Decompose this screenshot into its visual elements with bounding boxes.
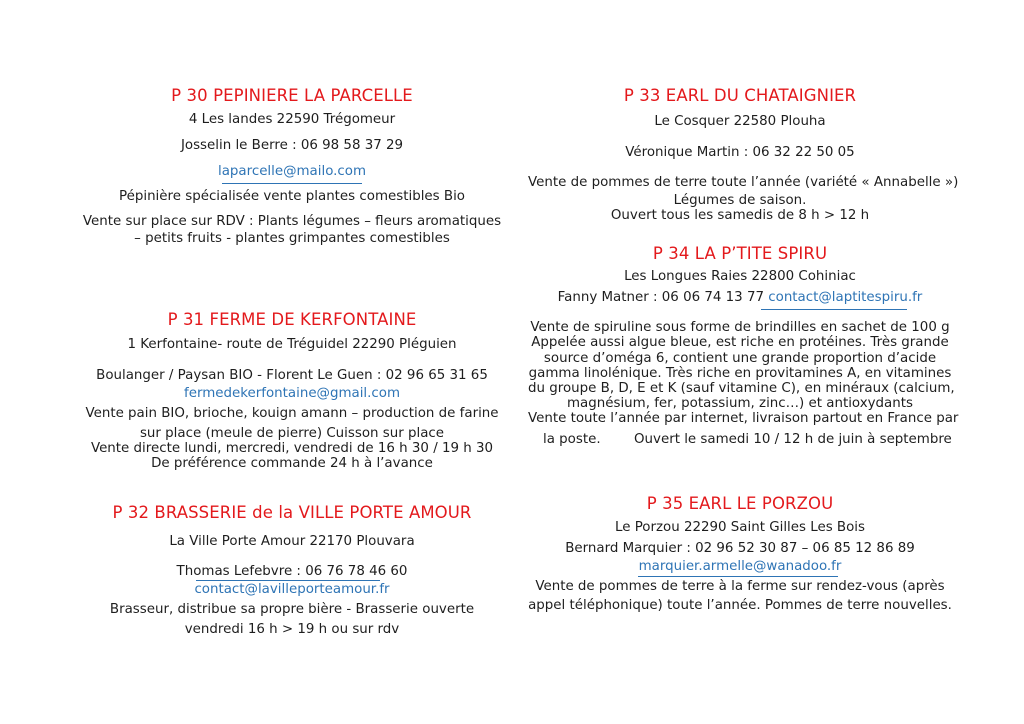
producer-title: P 30 PEPINIERE LA PARCELLE (171, 86, 413, 105)
producer-title: P 31 FERME DE KERFONTAINE (167, 310, 417, 329)
producer-description: Légumes de saison. (673, 193, 807, 208)
producer-description: Ouvert le samedi 10 / 12 h de juin à septembre (634, 432, 952, 447)
producer-address: La Ville Porte Amour 22170 Plouvara (169, 534, 415, 549)
producer-description: Vente sur place sur RDV : Plants légumes – fleurs aromatiques (82, 214, 502, 229)
producer-contact: Thomas Lefebvre : 06 76 78 46 60 (176, 564, 408, 579)
producer-contact: Bernard Marquier : 02 96 52 30 87 – 06 85 12 86 89 (565, 541, 915, 556)
producer-description: appel téléphonique) toute l’année. Pommes de terre nouvelles. (528, 598, 952, 613)
producer-address: 1 Kerfontaine- route de Tréguidel 22290 Pléguien (127, 337, 457, 352)
producer-description: De préférence commande 24 h à l’avance (151, 456, 433, 471)
producer-p32 (80, 0, 504, 650)
producer-title: P 34 LA P’TITE SPIRU (652, 244, 828, 263)
producer-description: Vente toute l’année par internet, livraison partout en France par (528, 411, 959, 426)
producer-address: Le Porzou 22290 Saint Gilles Les Bois (614, 520, 866, 535)
producer-description: sur place (meule de pierre) Cuisson sur place (139, 426, 445, 441)
producer-description: vendredi 16 h > 19 h ou sur rdv (184, 622, 400, 637)
producer-description: Vente de spiruline sous forme de brindilles en sachet de 100 g (530, 320, 950, 335)
producer-description: Brasseur, distribue sa propre bière - Brasserie ouverte (109, 602, 475, 617)
producer-contact: Fanny Matner : 06 06 74 13 77 (557, 290, 764, 305)
producer-description: Vente de pommes de terre toute l’année (variété « Annabelle ») (528, 175, 959, 190)
producer-description: Vente de pommes de terre à la ferme sur rendez-vous (après (535, 579, 945, 594)
producer-contact: Véronique Martin : 06 32 22 50 05 (625, 145, 855, 160)
producer-description: Vente pain BIO, brioche, kouign amann – production de farine (85, 406, 499, 421)
producer-description: Pépinière spécialisée vente plantes comestibles Bio (119, 189, 465, 204)
producer-email-link[interactable]: marquier.armelle@wanadoo.fr (638, 559, 842, 574)
producer-description: Vente directe lundi, mercredi, vendredi de 16 h 30 / 19 h 30 (90, 441, 494, 456)
producer-contact: Josselin le Berre : 06 98 58 37 29 (180, 138, 404, 153)
producer-description: gamma linolénique. Très riche en provitamines A, en vitamines (528, 366, 952, 381)
producer-email-link[interactable]: contact@lavilleporteamour.fr (194, 582, 390, 597)
producer-email-link[interactable]: laparcelle@mailo.com (217, 164, 367, 179)
producer-email-link[interactable]: fermedekerfontaine@gmail.com (184, 386, 400, 401)
producer-description: source d’oméga 6, contient une grande proportion d’acide (543, 351, 937, 366)
producer-address: Les Longues Raies 22800 Cohiniac (624, 269, 856, 284)
producer-address: 4 Les landes 22590 Trégomeur (188, 112, 396, 127)
producer-description: du groupe B, D, E et K (sauf vitamine C), en minéraux (calcium, (528, 381, 955, 396)
producer-description: magnésium, fer, potassium, zinc…) et antioxydants (567, 396, 913, 411)
producer-email-link[interactable]: contact@laptitespiru.fr (768, 290, 923, 305)
producer-description: la poste. (543, 432, 601, 447)
producer-contact: Boulanger / Paysan BIO - Florent Le Guen : 02 96 65 31 65 (96, 368, 488, 383)
email-underline (638, 576, 838, 577)
producer-title: P 32 BRASSERIE de la VILLE PORTE AMOUR (112, 503, 472, 522)
producer-title: P 33 EARL DU CHATAIGNIER (623, 86, 857, 105)
producer-description: Ouvert tous les samedis de 8 h > 12 h (610, 208, 870, 223)
producer-description: Appelée aussi algue bleue, est riche en protéines. Très grande (531, 335, 949, 350)
contact-underline (196, 580, 380, 581)
producer-title: P 35 EARL LE PORZOU (646, 494, 834, 513)
producer-address: Le Cosquer 22580 Plouha (654, 114, 826, 129)
producer-description: – petits fruits - plantes grimpantes comestibles (134, 231, 450, 246)
producer-p35 (528, 0, 959, 630)
